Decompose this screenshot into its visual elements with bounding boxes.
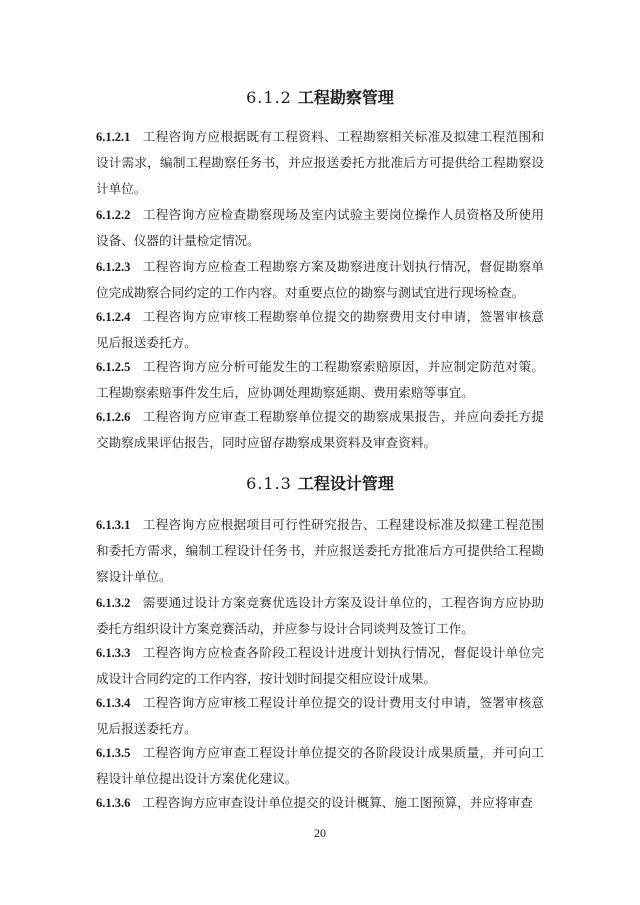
clause xyxy=(96,304,544,356)
clause xyxy=(96,640,544,692)
clause-number: 6.1.3.4 xyxy=(96,696,131,710)
clause-text: 工程咨询方应审查工程设计单位提交的各阶段设计成果质量，并可向工程设计单位提出设计方案优化建议。 xyxy=(96,745,544,786)
clause xyxy=(96,202,544,254)
clause-text: 工程咨询方应审查设计单位提交的设计概算、施工图预算，并应将审查 xyxy=(142,795,533,810)
clause-number: 6.1.3.2 xyxy=(96,596,131,610)
clause-number: 6.1.2.1 xyxy=(96,130,131,144)
clause-text: 工程咨询方应根据既有工程资料、工程勘察相关标准及拟建工程范围和设计需求，编制工程勘察任务书，并应报送委托方批准后方可提供给工程勘察设计单位。 xyxy=(96,129,544,196)
section-heading xyxy=(0,88,640,108)
clause-text: 工程咨询方应检查勘察现场及室内试验主要岗位操作人员资格及所使用设备、仪器的计量检定情况。 xyxy=(96,207,544,248)
clause-text: 工程咨询方应检查各阶段工程设计进度计划执行情况，督促设计单位完成设计合同约定的工作内容，按计划时间提交相应设计成果。 xyxy=(96,645,544,686)
clause-text: 工程咨询方应审核工程勘察单位提交的勘察费用支付申请，签署审核意见后报送委托方。 xyxy=(96,309,544,350)
clause xyxy=(96,124,544,202)
clause-number: 6.1.3.3 xyxy=(96,646,131,660)
clause xyxy=(96,690,544,742)
clause-number: 6.1.2.5 xyxy=(96,360,131,374)
clause xyxy=(96,790,544,816)
clause xyxy=(96,512,544,590)
clause xyxy=(96,740,544,792)
clause-number: 6.1.2.6 xyxy=(96,410,131,424)
section-number: 6.1.2 xyxy=(246,88,292,107)
clause xyxy=(96,404,544,456)
section-title: 工程设计管理 xyxy=(297,474,394,493)
clause-number: 6.1.3.5 xyxy=(96,746,131,760)
clause-text: 工程咨询方应分析可能发生的工程勘察索赔原因，并应制定防范对策。工程勘察索赔事件发生后，应协调处理勘察延期、费用索赔等事宜。 xyxy=(96,359,544,400)
clause-number: 6.1.2.2 xyxy=(96,208,131,222)
section-title: 工程勘察管理 xyxy=(297,88,394,107)
clause-number: 6.1.3.1 xyxy=(96,518,131,532)
clause-text: 工程咨询方应根据项目可行性研究报告、工程建设标准及拟建工程范围和委托方需求，编制工程设计任务书，并应报送委托方批准后方可提供给工程勘察设计单位。 xyxy=(96,517,544,584)
clause xyxy=(96,590,544,642)
clause xyxy=(96,354,544,406)
section-number: 6.1.3 xyxy=(246,474,292,493)
clause-number: 6.1.3.6 xyxy=(96,796,131,810)
clause-text: 工程咨询方应审查工程勘察单位提交的勘察成果报告，并应向委托方提交勘察成果评估报告，同时应留存勘察成果资料及审查资料。 xyxy=(96,409,544,450)
clause-number: 6.1.2.3 xyxy=(96,260,131,274)
clause-text: 需要通过设计方案竞赛优选设计方案及设计单位的，工程咨询方应协助委托方组织设计方案竞赛活动，并应参与设计合同谈判及签订工作。 xyxy=(96,595,544,636)
clause-text: 工程咨询方应审核工程设计单位提交的设计费用支付申请，签署审核意见后报送委托方。 xyxy=(96,695,544,736)
clause-text: 工程咨询方应检查工程勘察方案及勘察进度计划执行情况，督促勘察单位完成勘察合同约定的工作内容。对重要点位的勘察与测试宜进行现场检查。 xyxy=(96,259,544,300)
clause-number: 6.1.2.4 xyxy=(96,310,131,324)
clause xyxy=(96,254,544,306)
section-heading xyxy=(0,474,640,494)
page-number: 20 xyxy=(314,826,326,840)
